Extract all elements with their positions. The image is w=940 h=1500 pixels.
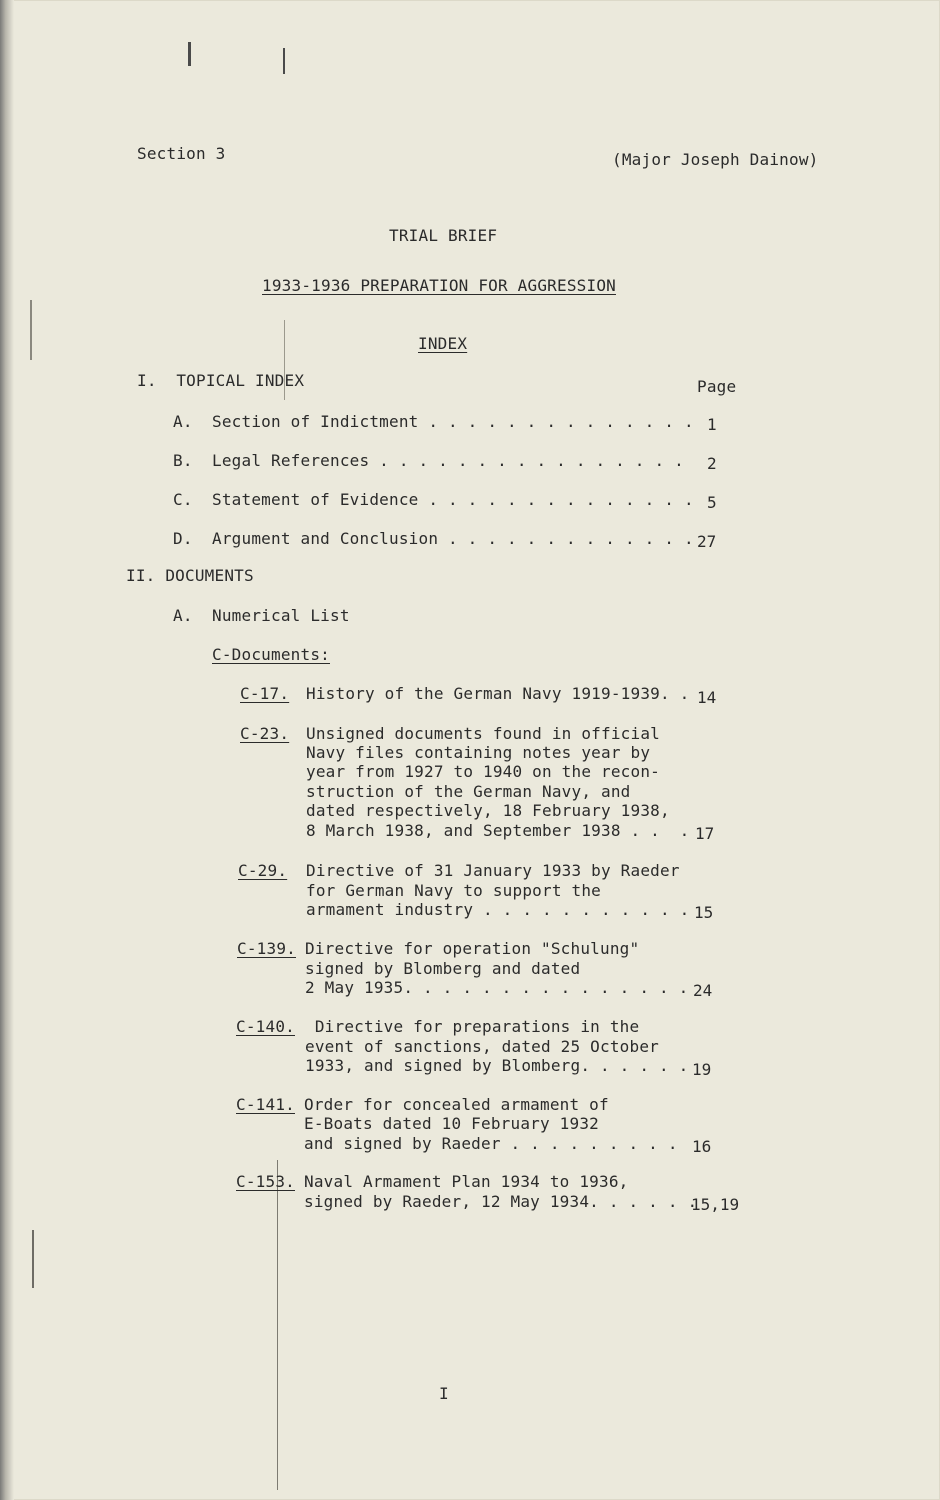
page-edge-shadow bbox=[0, 0, 14, 1500]
page-number: I bbox=[439, 1384, 449, 1403]
document-description-line: signed by Blomberg and dated bbox=[305, 959, 581, 978]
document-description-line: 2 May 1935. . . . . . . . . . . . . . . bbox=[305, 978, 689, 997]
document-description-line: History of the German Navy 1919-1939. . bbox=[306, 684, 690, 703]
document-description-line: Directive of 31 January 1933 by Raeder bbox=[306, 861, 680, 880]
topical-item-letter: B. bbox=[173, 451, 193, 470]
topical-item-label: Statement of Evidence . . . . . . . . . . . . . . bbox=[212, 490, 694, 509]
c-documents-heading: C-Documents: bbox=[212, 645, 330, 664]
document-page-ref: 15,19 bbox=[691, 1195, 740, 1214]
document-description-line: year from 1927 to 1940 on the recon- bbox=[306, 762, 660, 781]
ink-mark bbox=[32, 1230, 34, 1288]
topical-item-page: 1 bbox=[707, 415, 717, 434]
document-page-ref: 14 bbox=[697, 688, 717, 707]
index-heading: INDEX bbox=[418, 334, 468, 353]
document-page-ref: 19 bbox=[692, 1060, 712, 1079]
document-description-line: Order for concealed armament of bbox=[304, 1095, 609, 1114]
document-description-line: signed by Raeder, 12 May 1934. . . . . . bbox=[304, 1192, 698, 1211]
document-subtitle: 1933-1936 PREPARATION FOR AGGRESSION bbox=[262, 276, 616, 295]
document-description-line: E-Boats dated 10 February 1932 bbox=[304, 1114, 599, 1133]
topical-item-letter: D. bbox=[173, 529, 193, 548]
document-page-ref: 17 bbox=[695, 824, 715, 843]
ink-mark bbox=[188, 42, 191, 66]
document-code: C-140. bbox=[236, 1017, 295, 1036]
documents-heading: II. DOCUMENTS bbox=[126, 566, 254, 585]
document-description-line: Navy files containing notes year by bbox=[306, 743, 651, 762]
fold-line bbox=[277, 1160, 278, 1490]
document-code: C-141. bbox=[236, 1095, 295, 1114]
page-column-label: Page bbox=[697, 377, 737, 396]
document-description-line: and signed by Raeder . . . . . . . . . bbox=[304, 1134, 678, 1153]
document-page-ref: 16 bbox=[692, 1137, 712, 1156]
document-description-line: event of sanctions, dated 25 October bbox=[305, 1037, 659, 1056]
document-page-ref: 15 bbox=[694, 903, 714, 922]
document-code: C-23. bbox=[240, 724, 290, 743]
topical-index-heading: I. TOPICAL INDEX bbox=[137, 371, 305, 390]
document-code: C-17. bbox=[240, 684, 290, 703]
topical-item-page: 2 bbox=[707, 454, 717, 473]
author-label: (Major Joseph Dainow) bbox=[612, 150, 819, 169]
document-description-line: Directive for preparations in the bbox=[305, 1017, 640, 1036]
document-description-line: armament industry . . . . . . . . . . . bbox=[306, 900, 690, 919]
topical-item-letter: C. bbox=[173, 490, 193, 509]
document-code: C-29. bbox=[238, 861, 288, 880]
numerical-list-label: Numerical List bbox=[212, 606, 350, 625]
numerical-list-letter: A. bbox=[173, 606, 193, 625]
document-description-line: for German Navy to support the bbox=[306, 881, 601, 900]
topical-item-label: Section of Indictment . . . . . . . . . . . . . . bbox=[212, 412, 694, 431]
topical-item-label: Legal References . . . . . . . . . . . . . . . . bbox=[212, 451, 684, 470]
document-code: C-153. bbox=[236, 1172, 295, 1191]
document-code: C-139. bbox=[237, 939, 296, 958]
topical-item-page: 27 bbox=[697, 532, 717, 551]
ink-mark bbox=[283, 48, 285, 74]
document-description-line: 1933, and signed by Blomberg. . . . . . bbox=[305, 1056, 689, 1075]
document-title: TRIAL BRIEF bbox=[389, 226, 498, 245]
document-description-line: dated respectively, 18 February 1938, bbox=[306, 801, 670, 820]
document-description-line: Naval Armament Plan 1934 to 1936, bbox=[304, 1172, 629, 1191]
topical-item-page: 5 bbox=[707, 493, 717, 512]
ink-mark bbox=[30, 300, 32, 360]
document-page-ref: 24 bbox=[693, 981, 713, 1000]
topical-item-letter: A. bbox=[173, 412, 193, 431]
section-label: Section 3 bbox=[137, 144, 226, 163]
topical-item-label: Argument and Conclusion . . . . . . . . . . . . . bbox=[212, 529, 694, 548]
document-description-line: struction of the German Navy, and bbox=[306, 782, 631, 801]
document-description-line: 8 March 1938, and September 1938 . . . bbox=[306, 821, 690, 840]
document-description-line: Directive for operation "Schulung" bbox=[305, 939, 640, 958]
document-description-line: Unsigned documents found in official bbox=[306, 724, 660, 743]
